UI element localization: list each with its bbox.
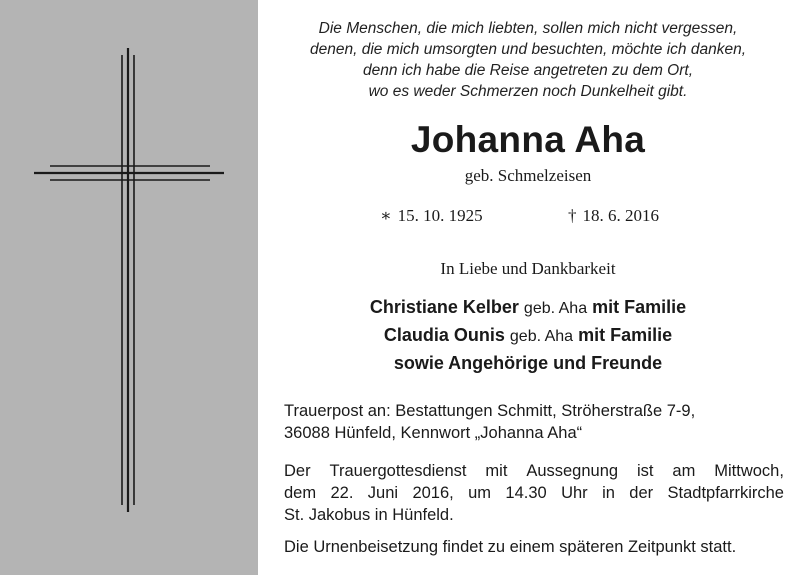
mourning-post-notice (284, 400, 784, 444)
dedication: In Liebe und Dankbarkeit (440, 259, 616, 278)
word: Stadtpfarrkirche (667, 484, 784, 502)
mourner-maiden: geb. Aha (509, 328, 574, 345)
notice-line: Die Urnenbeisetzung findet zu einem späteren Zeitpunkt statt. (284, 538, 737, 556)
mourner-line (272, 294, 784, 322)
notice-line: St. Jakobus in Hünfeld. (284, 506, 454, 524)
memorial-poem (272, 18, 784, 102)
word: Uhr (561, 484, 588, 502)
word: Der (284, 462, 311, 480)
mourner-line (272, 322, 784, 350)
notice-line: 36088 Hünfeld, Kennwort „Johanna Aha“ (284, 424, 583, 442)
funeral-service-notice (284, 460, 784, 526)
mourner-name: Claudia Ounis (383, 325, 505, 345)
deceased-name: Johanna Aha (410, 119, 646, 160)
death-date (568, 205, 659, 227)
poem-line: denen, die mich umsorgten und besuchten, möchte ich danken, (310, 41, 746, 58)
word: mit (485, 462, 508, 480)
word: Mittwoch, (714, 462, 784, 480)
word: Aussegnung (526, 462, 619, 480)
poem-line: denn ich habe die Reise angetreten zu dem Ort, (362, 62, 693, 79)
mourner-suffix: mit Familie (592, 297, 687, 317)
word: 14.30 (505, 484, 547, 502)
urn-burial-notice (284, 536, 784, 558)
notice-line (284, 482, 784, 504)
notice-content (272, 0, 784, 575)
notice-line (284, 460, 784, 482)
poem-line: wo es weder Schmerzen noch Dunkelheit gibt. (368, 83, 688, 100)
word: um (468, 484, 492, 502)
mourner-name: Christiane Kelber (369, 297, 519, 317)
death-cross-icon: † (568, 206, 577, 225)
word: der (629, 484, 654, 502)
death-date-value: 18. 6. 2016 (582, 206, 659, 225)
cross-icon (0, 0, 258, 575)
birth-star-icon: ∗ (380, 206, 392, 225)
life-dates (272, 205, 784, 229)
mourner-maiden: geb. Aha (523, 300, 588, 317)
word: in (602, 484, 615, 502)
word: 2016, (412, 484, 454, 502)
maiden-name: geb. Schmelzeisen (464, 166, 592, 185)
mourners-closing: sowie Angehörige und Freunde (393, 353, 663, 373)
word: 22. (330, 484, 354, 502)
word: Trauergottesdienst (329, 462, 467, 480)
notice-line: Trauerpost an: Bestattungen Schmitt, Ströherstraße 7-9, (284, 402, 696, 420)
birth-date-value: 15. 10. 1925 (397, 206, 483, 225)
cross-panel (0, 0, 258, 575)
word: ist (637, 462, 654, 480)
word: Juni (367, 484, 399, 502)
birth-date (380, 205, 483, 227)
word: dem (284, 484, 317, 502)
mourner-suffix: mit Familie (578, 325, 673, 345)
word: am (672, 462, 696, 480)
poem-line: Die Menschen, die mich liebten, sollen mich nicht vergessen, (318, 20, 738, 37)
mourners-list (272, 294, 784, 376)
